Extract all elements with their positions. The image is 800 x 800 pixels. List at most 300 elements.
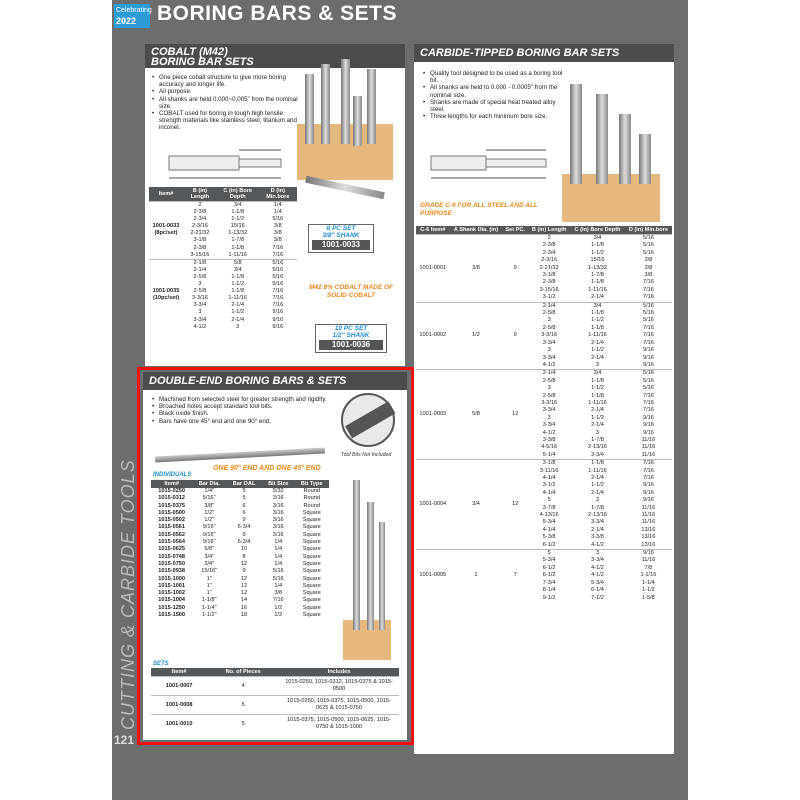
table-cell: 12 [240,560,248,567]
table-cell: 1-1/2 [231,216,245,223]
table-row [151,532,329,539]
table-row [151,568,329,575]
table-cell: 1015-0250 [158,488,186,494]
table-cell: 3-1/2 [542,482,556,489]
table-cell: 3-15/16 [539,286,559,293]
table-cell: 9/16 [642,347,654,354]
tool-note: Tool Bits Not Included [341,452,392,458]
column-header: C-6 Item# [416,226,450,235]
table-row [416,550,672,558]
table-cell: 9/16 [272,309,284,316]
table-cell: 3 [198,309,202,316]
table-cell: 1-1/4 [642,579,655,586]
column-header: D (in) Min.bore [625,226,672,235]
table-cell: 3-3/4 [542,407,556,414]
cobalt-bar-1 [305,74,314,144]
table-cell: 5 [242,488,246,494]
table-cell: Round [303,488,320,494]
end-note: ONE 90° END AND ONE 45° END [213,465,321,472]
table-cell: 7/16 [642,399,654,406]
table-cell: Round [303,502,320,509]
table-cell: 7/16 [642,475,654,481]
table-cell: 3/8 [644,257,653,264]
table-cell: Square [302,539,321,546]
table-row [151,510,329,517]
table-row [151,605,329,612]
table-cell: 1/2 [274,604,283,611]
table-cell: 1015-0564 [158,539,186,546]
table-cell: 1015-0375 [158,502,186,509]
table-cell: Square [302,517,321,524]
table-cell: Square [302,553,321,560]
table-cell: 9/16 [642,361,654,368]
table-row [151,590,329,597]
bullet-item: • Quality tool designed to be used as a boring tool bit. [422,70,572,84]
table-cell: 1-1/2 [591,482,604,489]
table-cell: 1-1/2 [591,249,604,256]
cobalt-table [149,187,297,331]
table-cell: 3-7/8 [542,504,556,511]
table-cell: 1-1/8 [231,288,245,295]
table-cell: 6 [242,502,246,509]
table-cell: 5/16 [272,281,284,288]
table-cell: 3 [547,317,551,324]
table-cell: 1" [206,575,212,582]
table-cell: 6 [242,509,246,516]
column-header: Includes [279,668,399,677]
table-row [151,524,329,531]
table-cell: 1-11/16 [228,295,247,302]
table-cell: Square [302,604,321,611]
group-cell: 1001-0002 [416,302,450,370]
table-cell: 11/16 [641,444,656,451]
table-cell: 3/16 [272,509,284,516]
table-row [149,202,297,210]
table-cell: 1-13/32 [587,264,607,271]
table-cell: 1015-1500 [158,612,186,619]
table-cell: 5/16 [642,242,654,249]
table-cell: 5 [547,497,551,504]
table-cell: 3/16 [272,524,284,531]
column-header: B (in) Length [528,226,570,235]
group-cell: 1001-0005 [416,550,450,602]
table-cell: 2-5/8 [542,324,556,331]
table-cell: 1-1/8 [570,460,625,468]
table-cell: 3/4 [217,202,259,210]
table-cell: Square [302,582,321,589]
table-cell: 1-1/2 [231,281,245,288]
table-cell: 2-3/8 [193,244,207,251]
table-cell: 1015-1001 [158,582,186,589]
carbide-dimension-diagram [426,144,566,184]
table-cell: 9/16 [642,497,654,504]
column-header: C (in) Bore Depth [217,187,259,202]
table-cell: 1-1/2 [591,317,604,324]
table-row [151,715,399,734]
table-cell: 1-1/8 [591,324,604,331]
table-cell: 18 [240,612,248,619]
table-cell: 5 [207,715,279,734]
double-end-set-bar-3 [379,522,385,630]
table-cell: 11/16 [641,504,656,511]
table-cell: 3-3/8 [591,534,604,541]
table-cell: 15/16" [201,568,218,575]
table-cell: 2-1/4 [231,316,245,323]
table-cell: 12 [240,575,248,582]
table-cell: 2-1/4 [591,354,604,361]
table-cell: 2-1/4 [528,370,570,378]
table-cell: Square [302,509,321,516]
table-cell: 1/4" [204,488,215,494]
double-end-set-bar-1 [353,480,360,630]
table-cell: 1-1/8 [231,244,245,251]
table-cell: 7/8 [644,564,653,571]
table-cell: 3 [595,361,600,368]
table-cell: 1-1/4" [201,604,217,611]
table-row [416,302,672,310]
table-cell: 1001-0007 [151,677,207,696]
table-cell: 1-1/8 [591,310,604,317]
table-cell: 1-11/16 [228,251,247,258]
item-cell: 1001-0033 (8pc/set) [149,202,183,260]
sets-label: SETS [153,661,169,667]
table-cell: 7/16 [642,324,654,331]
table-cell: 7/16 [272,244,284,251]
table-cell: 12 [240,590,248,597]
page-number: 121 [114,733,135,747]
table-cell: 1" [206,582,212,589]
table-cell: 9/16 [642,414,654,421]
table-row [151,576,329,583]
table-cell: 11/16 [641,436,656,443]
bullet-item: • One piece cobalt structure to give more boring accuracy and longer life. [151,74,301,88]
set10-box: 10 PC SET 1/2" SHANK 1001-0036 [315,324,387,353]
table-cell: 5/16 [642,377,654,384]
table-cell: 5-3/8 [542,534,556,541]
table-row [151,612,329,619]
group-cell: 3/8 [450,235,503,303]
sets-table [151,668,399,734]
table-row [416,460,672,468]
bullet-item: • COBALT used for boring in tough high tensile strength materials like stainless steel, titanium and inconel. [151,110,301,132]
table-cell: 1-1/8" [201,597,217,604]
table-cell: 5/16 [625,302,672,310]
bullet-item: • All shanks are held to 0.000 - 0.0005" from the nominal size. [422,84,572,98]
table-row [151,696,399,715]
item-cell: 1001-0035 (10pc/set) [149,259,183,330]
table-cell: 3 [570,550,625,558]
table-cell: 3-3/16 [541,332,558,339]
table-cell: 5/16 [642,249,654,256]
table-cell: 4-1/4 [542,489,556,496]
table-cell: 2-5/8 [542,310,556,317]
table-cell: 1-7/8 [591,436,604,443]
table-cell: 3-11/16 [539,467,559,474]
table-cell: 5-3/4 [542,519,556,526]
table-cell: Square [302,531,321,538]
table-cell: 7/16 [642,332,654,339]
table-cell: 4-1/4 [542,526,556,533]
table-cell: 3/8 [273,230,282,237]
table-cell: 3 [595,429,600,436]
table-cell: 9/16" [202,524,216,531]
table-cell: 3 [595,497,600,504]
table-cell: 5 [207,696,279,715]
double-end-set-bar-2 [367,502,374,630]
double-end-title: DOUBLE-END BORING BARS & SETS [143,372,407,390]
table-cell: Square [302,575,321,582]
table-cell: 1-7/8 [591,504,604,511]
table-cell: 7/16 [642,294,654,301]
table-cell: 9/16 [642,489,654,496]
table-cell: 3-3/4 [193,302,207,309]
table-cell: 1-1/8 [591,242,604,249]
table-cell: 4-1/2 [591,564,604,571]
table-cell: 1-1/8 [591,392,604,399]
bullet-item: • Machined from selected steel for greater strength and rigidity. [151,396,331,403]
cobalt-panel [145,44,405,366]
table-cell: 5/16 [259,259,297,267]
table-cell: 5 [242,495,246,502]
table-cell: 2-1/4 [591,422,604,429]
table-cell: 1015-0562 [158,531,186,538]
column-header: D (in) Min.bore [259,187,297,202]
table-cell: 6-3/4 [237,539,251,546]
table-cell: 14 [240,597,248,604]
table-cell: 3/4 [570,235,625,243]
table-cell: 3 [547,385,551,392]
table-cell: 4 [207,677,279,696]
table-cell: 3-15/16 [190,251,210,258]
table-cell: 1-1/2 [642,587,655,594]
table-cell: 13/16 [641,534,656,541]
table-cell: Square [302,590,321,597]
table-cell: 1-1/8 [231,273,245,280]
group-cell: 7 [502,550,528,602]
table-cell: 1-1/16 [640,572,657,579]
table-cell: 2-1/4 [591,339,604,346]
table-cell: 1015-0750 [158,560,186,567]
table-cell: 3-3/4 [542,354,556,361]
table-cell: 3/16 [272,517,284,524]
cobalt-bar-3 [341,59,350,144]
bullet-item: • Broached holes accept standard tool bits. [151,403,331,410]
table-cell: Square [302,560,321,567]
table-cell: 3-1/8 [542,272,556,279]
table-cell: 4-1/2 [542,361,556,368]
double-end-panel [143,372,407,740]
table-cell: 2-1/4 [591,489,604,496]
table-cell: 6-3/4 [237,524,251,531]
cobalt-dimension-diagram [149,144,299,184]
table-cell: 10 [240,546,248,553]
side-section-label: CUTTING & CARBIDE TOOLS [118,459,138,730]
table-cell: 7/16 [642,286,654,293]
table-cell: 1015-0250, 1015-0312, 1015-0375 & 1015-0500 [279,677,399,696]
table-cell: 3/16 [272,502,284,509]
table-cell: 5/16 [272,273,284,280]
table-cell: 7/16 [642,392,654,399]
table-cell: 5-1/4 [542,451,556,458]
table-cell: 3 [198,281,202,288]
table-row [151,554,329,561]
table-cell: 1015-1250 [158,604,186,611]
table-cell: 6-1/2 [542,564,556,571]
page-title: BORING BARS & SETS [157,2,398,25]
bullet-item: • Bars have one 45° end and one 90° end. [151,418,331,425]
table-cell: 5/16" [202,495,216,502]
table-row [151,561,329,568]
table-cell: Square [302,612,321,619]
double-end-bullets [151,396,331,425]
column-header: C (in) Bore Depth [570,226,625,235]
bullet-item: • All purpose. [151,88,301,95]
table-cell: 9 [242,568,246,575]
table-cell: 2-5/8 [542,392,556,399]
table-cell: 1-1/2 [231,309,245,316]
table-cell: 3/4 [570,302,625,310]
table-cell: Square [302,568,321,575]
table-cell: 6-1/2 [542,572,556,579]
group-cell: 3/4 [450,460,503,550]
column-header: Item# [149,187,183,202]
table-cell: 3-3/8 [542,436,556,443]
table-cell: 5/16 [642,385,654,392]
table-cell: 3/8 [644,272,653,279]
table-cell: 3-3/4 [591,519,604,526]
table-cell: 2-5/8 [193,273,207,280]
table-cell: 1/4 [274,560,283,567]
table-cell: 1-1/8 [231,209,245,216]
table-cell: 9/16 [642,354,654,361]
table-cell: 1-1/8 [591,279,604,286]
column-header: Item# [151,668,207,677]
column-header: Set PC. [502,226,528,235]
table-cell: 1/4 [259,202,297,210]
table-cell: 1001-0008 [151,696,207,715]
table-cell: 7/16 [625,460,672,468]
table-cell: 2-1/4 [591,407,604,414]
table-cell: 5-3/4 [591,579,604,586]
table-row [151,517,329,524]
table-cell: 3/8" [204,502,215,509]
table-cell: 2-3/16 [191,223,208,230]
table-cell: 2-1/8 [183,259,217,267]
table-cell: 3-1/2 [542,294,556,301]
column-header: B (in) Length [183,187,217,202]
table-cell: 1-7/8 [231,237,245,244]
group-cell: 1001-0004 [416,460,450,550]
table-cell: 9/16 [642,429,654,436]
column-header: Bit Type [295,480,330,488]
cobalt-note: M42 8% COBALT MADE OF SOLID COBALT [308,284,394,299]
table-cell: 2-3/4 [542,249,556,256]
table-row [416,370,672,378]
table-cell: 1-1/2 [591,414,604,421]
table-cell: 7-3/4 [542,579,556,586]
table-cell: 9/16" [202,531,216,538]
table-cell: 7-1/2 [591,594,604,601]
table-cell: 1015-0312 [158,495,186,502]
table-cell: 3-3/16 [541,399,558,406]
table-cell: 3/4" [204,560,215,567]
table-cell: 8 [242,553,246,560]
group-cell: 1001-0003 [416,370,450,460]
table-cell: 4-13/16 [539,512,559,519]
table-row [151,539,329,546]
table-cell: 5/32 [272,488,284,494]
table-cell: 1" [206,590,212,597]
table-cell: 8-1/4 [542,587,556,594]
table-cell: 5/16 [625,370,672,378]
table-cell: 7/16 [642,467,654,474]
table-row [151,583,329,590]
table-cell: 2-13/16 [587,512,607,519]
table-row [151,677,399,696]
table-cell: Square [302,546,321,553]
group-cell: 12 [502,370,528,460]
table-cell: 1-11/16 [588,399,607,406]
cobalt-bar-4 [367,69,376,144]
table-cell: 1015-0625 [158,546,186,553]
table-cell: 1-1/2 [591,385,604,392]
table-cell: 4-1/2 [193,323,207,330]
table-cell: 5 [528,550,570,558]
table-cell: 3/8 [273,223,282,230]
group-cell: 9 [502,235,528,303]
bullet-item: • Shanks are made of special heat treated alloy steel. [422,99,572,113]
table-cell: 2-13/16 [587,444,607,451]
table-cell: 1-5/8 [642,594,655,601]
carbide-bar-1 [570,84,582,184]
table-row [151,597,329,604]
table-row [151,546,329,553]
table-cell: 3/16 [272,495,284,502]
carbide-title: CARBIDE-TIPPED BORING BAR SETS [414,44,674,62]
table-cell: 5/16 [625,235,672,243]
table-cell: 7/16 [642,279,654,286]
table-cell: 2-3/8 [542,242,556,249]
group-cell: 9 [502,302,528,370]
table-cell: 5/16 [272,568,284,575]
table-cell: 2-3/8 [193,209,207,216]
table-cell: 3/8 [273,237,282,244]
table-cell: 3/16 [272,531,284,538]
carbide-bullets [422,70,572,120]
column-header: Bar Dia. [192,480,226,488]
bullet-item: • Three lengths for each minimum bore size. [422,113,572,120]
table-cell: 9/16 [625,550,672,558]
table-cell: 1015-0250, 1015-0375, 1015-0500, 1015-0625 & 1015-0750 [279,696,399,715]
table-cell: 3-1/8 [528,460,570,468]
table-cell: 3 [547,414,551,421]
table-cell: 13/16 [641,541,656,548]
table-cell: 3/8 [274,590,283,597]
table-cell: Round [303,495,320,502]
table-cell: 3-3/4 [591,451,604,458]
group-cell: 1001-0001 [416,235,450,303]
tool-bit-closeup [335,390,401,448]
table-cell: 9/16 [642,482,654,489]
table-cell: 5/16 [642,317,654,324]
table-cell: 11/16 [641,512,656,519]
table-cell: 11/16 [641,519,656,526]
table-cell: 7/16 [272,597,284,604]
column-header: A Shank Dia. (in) [450,226,503,235]
table-cell: 3-3/4 [542,422,556,429]
table-cell: 4-1/2 [542,429,556,436]
table-cell: 1-1/8 [591,377,604,384]
